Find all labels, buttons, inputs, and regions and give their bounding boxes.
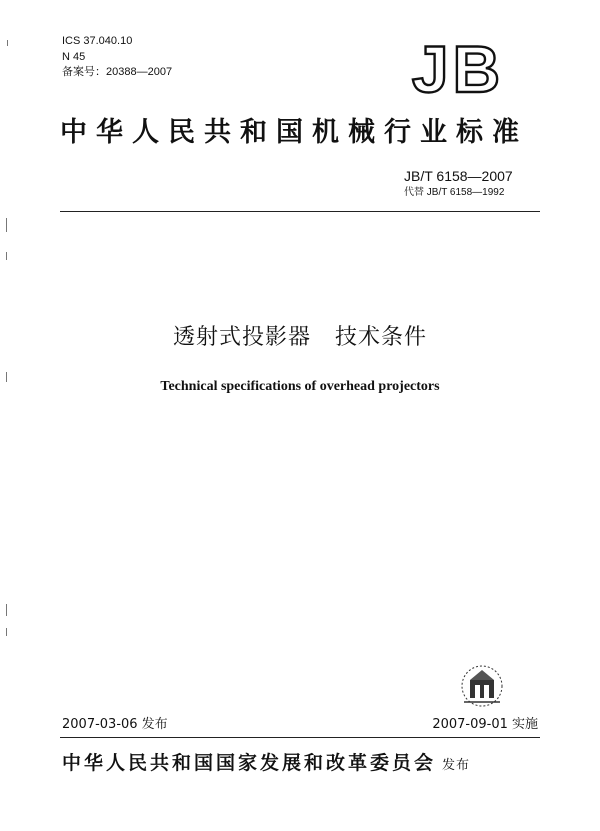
- scan-mark: [6, 604, 7, 616]
- replaces-note: 代替 JB/T 6158—1992: [404, 187, 505, 198]
- issuer-suffix: 发布: [442, 758, 471, 773]
- footer-divider: [60, 737, 540, 738]
- registration-number: 备案号：20388—2007: [62, 66, 173, 78]
- scan-mark: [6, 372, 7, 382]
- header-divider: [60, 211, 540, 212]
- issue-date: 2007-03-06 发布: [62, 717, 168, 732]
- scan-mark: [6, 252, 7, 260]
- jb-logo: [402, 40, 514, 100]
- scan-mark: [6, 218, 7, 232]
- standard-title: 中华人民共和国机械行业标准: [60, 117, 528, 148]
- standard-code: JB/T 6158—2007: [404, 168, 513, 184]
- classification-code: N 45: [62, 51, 86, 63]
- document-title-en: Technical specifications of overhead projectors: [160, 379, 440, 394]
- scan-mark: [6, 628, 7, 636]
- document-title-cn: 透射式投影器 技术条件: [173, 325, 427, 350]
- issuer-line: [62, 751, 470, 778]
- ics-code: ICS 37.040.10: [62, 35, 133, 47]
- jb-logo-text: JB: [411, 40, 505, 100]
- scan-mark: [7, 40, 8, 46]
- issuer-name: 中华人民共和国国家发展和改革委员会: [62, 752, 437, 774]
- implementation-date: 2007-09-01 实施: [432, 717, 538, 732]
- issuer-emblem-icon: [458, 664, 506, 708]
